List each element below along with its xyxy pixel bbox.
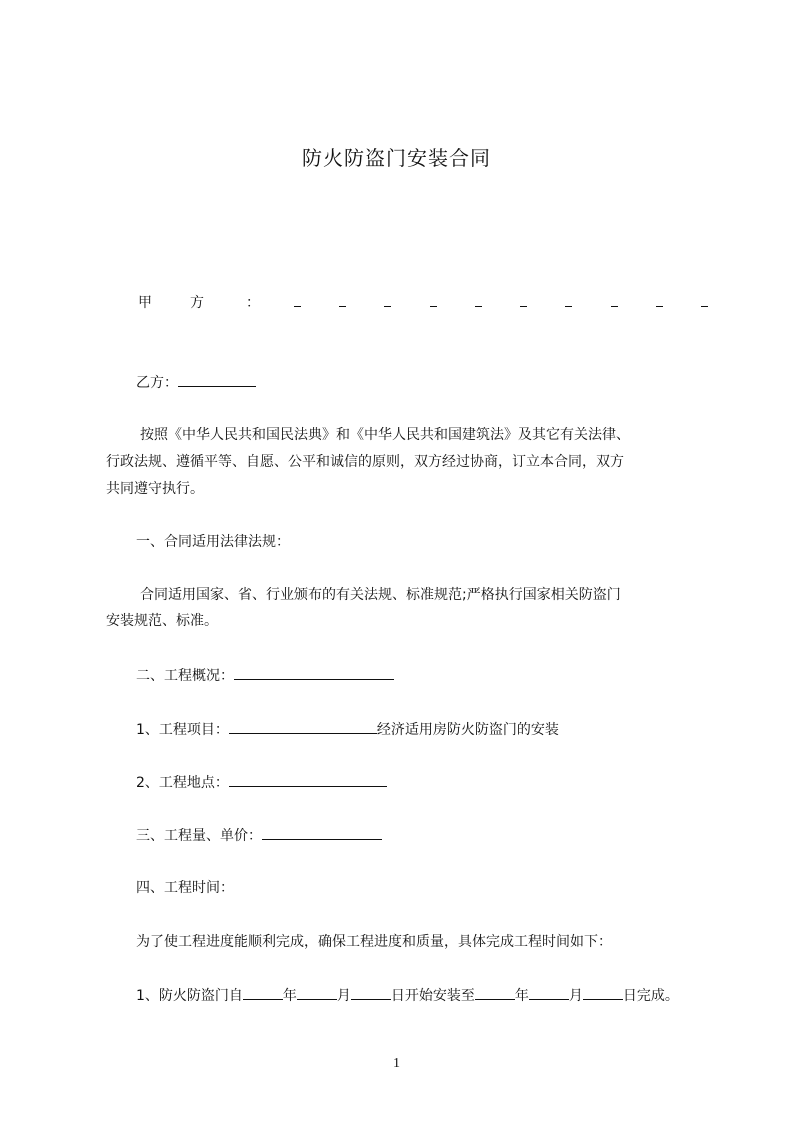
section-3-heading: 三、工程量、单价： bbox=[136, 828, 262, 844]
section-1-line-1: 合同适用国家、省、行业颁布的有关法规、标准规范;严格执行国家相关防盗门 bbox=[140, 587, 621, 603]
party-a-colon: ： bbox=[246, 295, 260, 311]
item-2-line bbox=[136, 772, 387, 793]
start-day-blank bbox=[351, 985, 391, 1000]
start-day-label: 日开始安装至 bbox=[390, 988, 475, 1004]
schedule-intro: 为了使工程进度能顺利完成，确保工程进度和质量，具体完成工程时间如下： bbox=[136, 934, 612, 950]
item-2-blank bbox=[229, 772, 387, 787]
schedule-prefix: 1、防火防盗门自 bbox=[136, 988, 243, 1004]
section-3-line bbox=[136, 825, 382, 846]
intro-line-2: 行政法规、遵循平等、自愿、公平和诚信的原则，双方经过协商，订立本合同，双方 bbox=[106, 454, 624, 470]
party-b-line bbox=[136, 372, 256, 393]
section-3-blank bbox=[262, 825, 382, 840]
schedule-item-1 bbox=[136, 985, 679, 1006]
end-year-label: 年 bbox=[514, 988, 529, 1004]
end-month-blank bbox=[529, 985, 569, 1000]
item-1-suffix: 经济适用房防火防盗门的安装 bbox=[376, 722, 559, 738]
section-1-heading: 一、合同适用法律法规： bbox=[136, 534, 290, 550]
end-month-label: 月 bbox=[568, 988, 583, 1004]
intro-line-3: 共同遵守执行。 bbox=[106, 481, 204, 497]
section-2-line bbox=[136, 665, 394, 686]
intro-line-1: 按照《中华人民共和国民法典》和《中华人民共和国建筑法》及其它有关法律、 bbox=[140, 427, 630, 443]
end-day-blank bbox=[583, 985, 623, 1000]
item-1-label: 1、工程项目： bbox=[136, 722, 229, 738]
section-2-heading: 二、工程概况： bbox=[136, 668, 234, 684]
start-year-label: 年 bbox=[282, 988, 297, 1004]
start-month-label: 月 bbox=[336, 988, 351, 1004]
document-title: 防火防盗门安装合同 bbox=[302, 146, 491, 170]
party-b-blank bbox=[178, 372, 256, 387]
party-a-line bbox=[138, 292, 708, 313]
end-year-blank bbox=[475, 985, 515, 1000]
end-day-label: 日完成。 bbox=[622, 988, 679, 1004]
section-2-blank bbox=[234, 665, 394, 680]
start-month-blank bbox=[297, 985, 337, 1000]
item-2-label: 2、工程地点： bbox=[136, 775, 229, 791]
section-4-heading: 四、工程时间： bbox=[136, 880, 234, 896]
page-number: 1 bbox=[393, 1056, 400, 1071]
start-year-blank bbox=[243, 985, 283, 1000]
party-a-char-1: 甲 bbox=[138, 295, 152, 311]
item-1-line bbox=[136, 719, 559, 740]
party-a-char-2: 方 bbox=[190, 295, 204, 311]
party-b-label: 乙方： bbox=[136, 375, 178, 391]
party-a-blank bbox=[294, 292, 708, 307]
section-1-line-2: 安装规范、标准。 bbox=[106, 613, 218, 629]
item-1-blank bbox=[229, 719, 377, 734]
